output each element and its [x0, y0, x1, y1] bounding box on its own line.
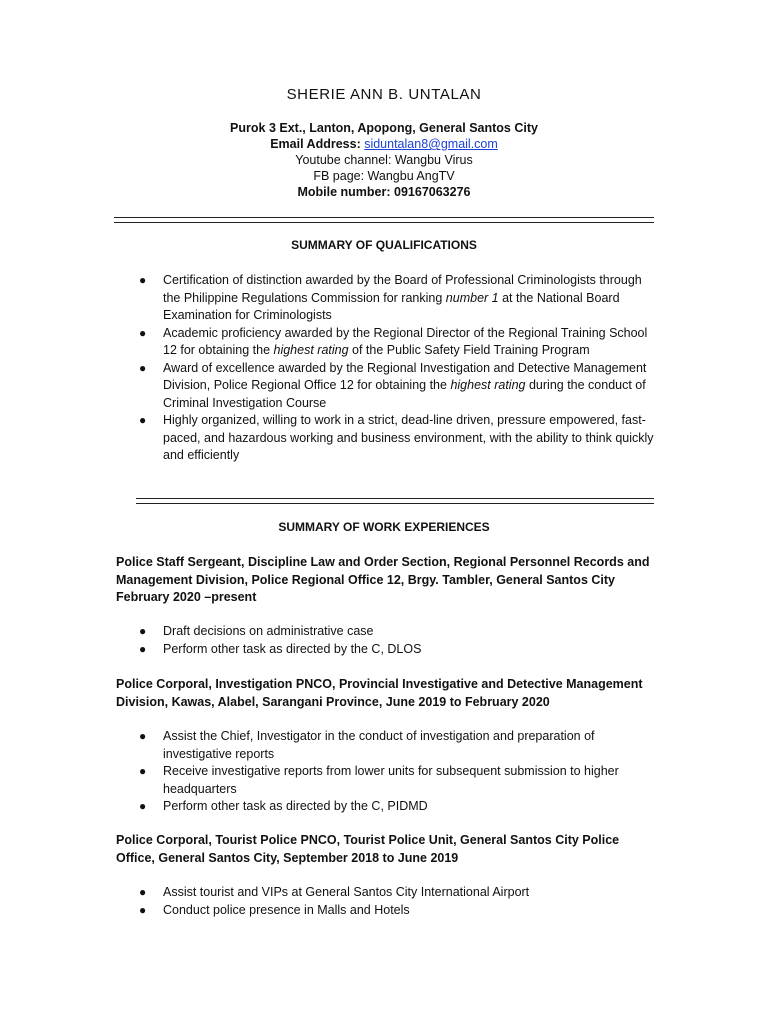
qualification-item: ● Certification of distinction awarded by the Board of Professional Criminologists through the Philippine Regulations Commission for ranking number 1 at the National Board Examination for Criminologists	[139, 273, 642, 322]
bullet-icon: ●	[139, 325, 147, 340]
bullet-icon: ●	[139, 885, 147, 899]
qualifications-divider	[136, 498, 654, 504]
duty-item: ● Assist the Chief, Investigator in the conduct of investigation and preparation of investigative reports	[139, 729, 595, 761]
duty-item: ● Conduct police presence in Malls and Hotels	[163, 902, 643, 920]
fb-value: Wangbu AngTV	[367, 169, 455, 183]
qualifications-list	[139, 272, 655, 465]
fb-line	[0, 168, 768, 184]
job-title-3: Police Corporal, Tourist Police PNCO, Tourist Police Unit, General Santos City Police Office, General Santos City, September 2018 to June 2019	[116, 833, 620, 865]
bullet-icon: ●	[139, 902, 147, 917]
duty-item: ● Assist tourist and VIPs at General Santos City International Airport	[163, 884, 643, 902]
header-divider	[114, 217, 654, 223]
qualification-item: ● Highly organized, willing to work in a strict, dead-line driven, pressure empowered, fast-paced, and hazardous working and business environment, with the ability to think quickly and efficiently	[139, 413, 654, 462]
bullet-icon: ●	[139, 624, 147, 638]
bullet-icon: ●	[139, 273, 147, 287]
email-label: Email Address:	[270, 137, 365, 151]
bullet-icon: ●	[139, 360, 147, 375]
mobile-line	[0, 184, 768, 200]
qualification-item: ● Award of excellence awarded by the Regional Investigation and Detective Management Division, Police Regional Office 12 for obtaining the highest rating during the conduct of Criminal Investigation Course	[139, 360, 647, 410]
duty-item: ● Perform other task as directed by the C, PIDMD	[163, 798, 643, 816]
email-line	[0, 136, 768, 152]
bullet-icon: ●	[139, 641, 147, 656]
email-link[interactable]: siduntalan8@gmail.com	[364, 137, 498, 151]
mobile-value: 09167063276	[394, 185, 471, 199]
duty-item: ● Receive investigative reports from lower units for subsequent submission to higher headquarters	[139, 764, 619, 796]
bullet-icon: ●	[139, 764, 147, 778]
address-line: Purok 3 Ext., Lanton, Apopong, General Santos City	[230, 121, 538, 135]
youtube-value: Wangbu Virus	[394, 153, 473, 167]
job-duties-1	[139, 623, 643, 658]
fb-label: FB page:	[313, 169, 368, 183]
youtube-label: Youtube channel:	[295, 153, 395, 167]
job-duties-2	[139, 728, 643, 816]
work-heading: SUMMARY OF WORK EXPERIENCES	[278, 520, 490, 534]
duty-item: ● Perform other task as directed by the C, DLOS	[163, 641, 643, 659]
duty-item: ● Draft decisions on administrative case	[163, 623, 643, 641]
youtube-line	[0, 152, 768, 168]
contact-block	[0, 120, 768, 200]
qualification-item: ● Academic proficiency awarded by the Regional Director of the Regional Training School 12 for obtaining the highest rating of the Public Safety Field Training Program	[139, 325, 648, 357]
bullet-icon: ●	[139, 413, 147, 427]
bullet-icon: ●	[139, 799, 147, 813]
bullet-icon: ●	[139, 729, 147, 743]
job-title-1: Police Staff Sergeant, Discipline Law and Order Section, Regional Personnel Records and Management Division, Police Regional Office 12, Brgy. Tambler, General Santos City February 2020 –present	[116, 555, 650, 604]
mobile-label: Mobile number:	[297, 185, 395, 199]
qualifications-heading: SUMMARY OF QUALIFICATIONS	[291, 238, 477, 252]
job-title-2: Police Corporal, Investigation PNCO, Provincial Investigative and Detective Management Division, Kawas, Alabel, Sarangani Province, June 2019 to February 2020	[116, 677, 643, 709]
job-duties-3	[139, 884, 643, 919]
applicant-name: SHERIE ANN B. UNTALAN	[286, 86, 482, 103]
